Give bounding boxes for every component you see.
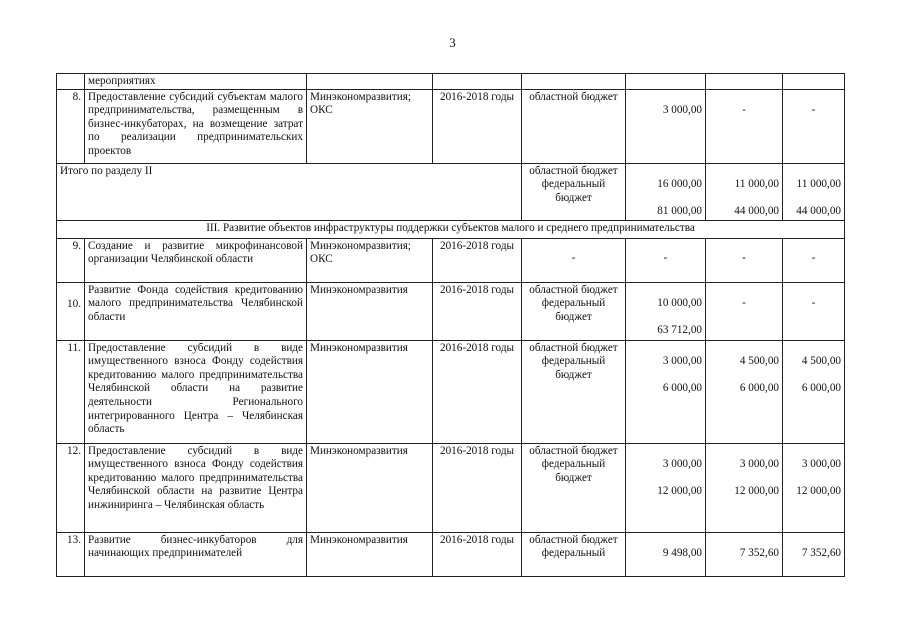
row-amount-2016: 3 000,00: [626, 89, 706, 163]
row-amount-2016: 9 498,00: [626, 532, 706, 576]
row-description: Предоставление субсидий в виде имущественного взноса Фонду содействия кредитованию малого предпринимательства Челябинской области на развитие Центра инжиниринга – Челябинская область: [85, 443, 307, 532]
row-period: 2016-2018 годы: [433, 532, 522, 576]
page-number: 3: [449, 35, 456, 50]
row-period: 2016-2018 годы: [433, 340, 522, 443]
table-row: [57, 89, 845, 163]
row-description: Предоставление субсидий в виде имущественного взноса Фонду содействия кредитованию малого предпринимательства Челябинской области на развитие деятельности Регионального интегрированного Центра – Челябинская область: [85, 340, 307, 443]
table-row-continuation: [57, 74, 845, 90]
row-amount-2016: 3 000,00 6 000,00: [626, 340, 706, 443]
total-amount-2018: 11 000,00 44 000,00: [783, 163, 845, 220]
row-amount-2018: 7 352,60: [783, 532, 845, 576]
table-row: [57, 532, 845, 576]
row-executor: Минэкономразвития; ОКС: [307, 238, 433, 282]
row-description: мероприятиях: [85, 74, 307, 90]
table-row-total: [57, 163, 845, 220]
row-description: Развитие бизнес-инкубаторов для начинающих предпринимателей: [85, 532, 307, 576]
row-description: Развитие Фонда содействия кредитованию малого предпринимательства Челябинской области: [85, 282, 307, 340]
row-amount-2018: -: [783, 238, 845, 282]
table-row: [57, 282, 845, 340]
row-amount-2017: 7 352,60: [706, 532, 783, 576]
total-amount-2016: 16 000,00 81 000,00: [626, 163, 706, 220]
section-title: III. Развитие объектов инфраструктуры поддержки субъектов малого и среднего предпринимательства: [57, 220, 845, 238]
row-description: Предоставление субсидий субъектам малого предпринимательства, размещенным в бизнес-инкубаторах, на возмещение затрат по реализации предпринимательских проектов: [85, 89, 307, 163]
row-period: 2016-2018 годы: [433, 89, 522, 163]
table-row: [57, 238, 845, 282]
row-number: 9.: [57, 238, 85, 282]
row-executor: Минэкономразвития; ОКС: [307, 89, 433, 163]
row-funding-source: областной бюджет федеральный бюджет: [522, 340, 626, 443]
program-table: [56, 73, 845, 577]
row-amount-2016: 10 000,00 63 712,00: [626, 282, 706, 340]
row-amount-2017: -: [706, 282, 783, 340]
row-executor: Минэкономразвития: [307, 282, 433, 340]
row-number: 13.: [57, 532, 85, 576]
total-label: Итого по разделу II: [57, 163, 522, 220]
row-amount-2016: 3 000,00 12 000,00: [626, 443, 706, 532]
row-number: 8.: [57, 89, 85, 163]
row-executor: Минэкономразвития: [307, 340, 433, 443]
row-amount-2017: -: [706, 89, 783, 163]
row-number: 10.: [57, 282, 85, 340]
row-funding-source: -: [522, 238, 626, 282]
row-funding-source: областной бюджет федеральный бюджет: [522, 443, 626, 532]
row-funding-source: областной бюджет федеральный бюджет: [522, 282, 626, 340]
section-header-row: [57, 220, 845, 238]
row-amount-2018: -: [783, 89, 845, 163]
row-amount-2017: 4 500,00 6 000,00: [706, 340, 783, 443]
row-funding-source: областной бюджет: [522, 89, 626, 163]
row-amount-2017: 3 000,00 12 000,00: [706, 443, 783, 532]
row-amount-2018: 4 500,00 6 000,00: [783, 340, 845, 443]
total-funding-source: областной бюджет федеральный бюджет: [522, 163, 626, 220]
row-period: 2016-2018 годы: [433, 443, 522, 532]
table-row: [57, 443, 845, 532]
row-amount-2017: -: [706, 238, 783, 282]
total-amount-2017: 11 000,00 44 000,00: [706, 163, 783, 220]
row-amount-2018: -: [783, 282, 845, 340]
row-funding-source: областной бюджет федеральный: [522, 532, 626, 576]
row-period: 2016-2018 годы: [433, 238, 522, 282]
row-executor: Минэкономразвития: [307, 532, 433, 576]
table-row: [57, 340, 845, 443]
row-number: 12.: [57, 443, 85, 532]
row-number: 11.: [57, 340, 85, 443]
row-executor: Минэкономразвития: [307, 443, 433, 532]
row-amount-2018: 3 000,00 12 000,00: [783, 443, 845, 532]
row-period: 2016-2018 годы: [433, 282, 522, 340]
row-amount-2016: -: [626, 238, 706, 282]
row-description: Создание и развитие микрофинансовой организации Челябинской области: [85, 238, 307, 282]
